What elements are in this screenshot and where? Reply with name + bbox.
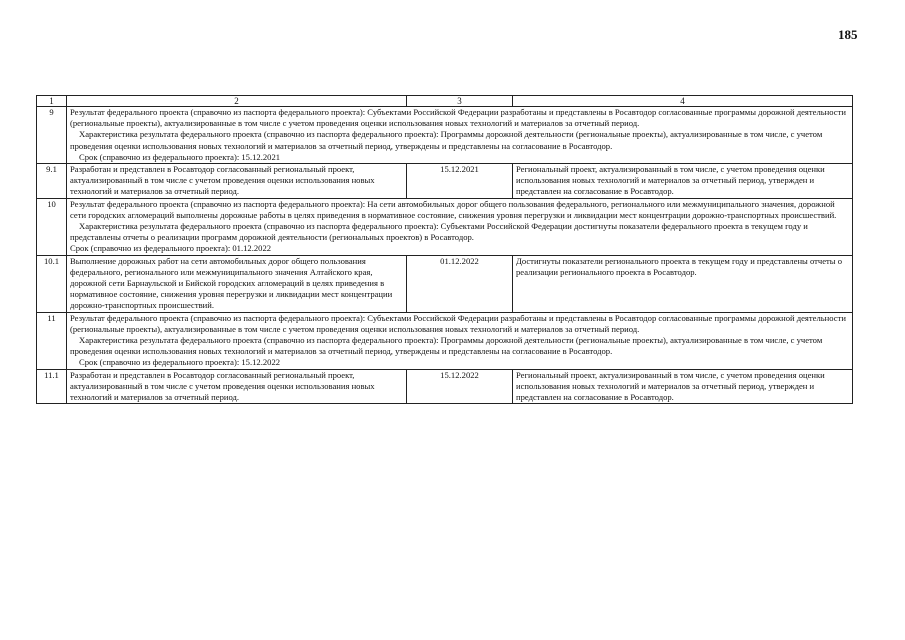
activity-text: Выполнение дорожных работ на сети автомобильных дорог общего пользования федерального, регионального или межмуниципального значения Алтайского края, дорожной сети Барнаульской и Бийской городских агломераций в целях приведения в нормативное состояние, снижения уровня перегрузки и ликвидации мест концентрации дорожно-транспортных происшествий.: [67, 255, 407, 312]
row-number: 9.1: [37, 164, 67, 199]
row-number: 10: [37, 198, 67, 255]
federal-result-cell: [67, 312, 853, 369]
outcome-text: Региональный проект, актуализированный в том числе, с учетом проведения оценки использования новых технологий и материалов за отчетный период, утвержден и представлен на согласование в Росавтодор.: [513, 164, 853, 199]
column-header: 3: [407, 96, 513, 107]
due-date: 15.12.2022: [407, 369, 513, 404]
row-number: 11: [37, 312, 67, 369]
deadline-text: Срок (справочно из федерального проекта): 01.12.2022: [70, 243, 272, 254]
due-date: 01.12.2022: [407, 255, 513, 312]
table-row: [37, 312, 853, 369]
table-header-row: [37, 96, 853, 107]
table-row: [37, 164, 853, 199]
row-number: 10.1: [37, 255, 67, 312]
activity-text: Разработан и представлен в Росавтодор согласованный региональный проект, актуализированный в том числе с учетом проведения оценки использования новых технологий и материалов за отчетный период.: [67, 164, 407, 199]
deadline-text: Срок (справочно из федерального проекта): 15.12.2021: [79, 151, 281, 162]
table-row: [37, 107, 853, 164]
column-header: 2: [67, 96, 407, 107]
result-characteristic-text: Характеристика результата федерального проекта (справочно из паспорта федерального проекта): Субъектами Российской Федерации достигнуты показатели федерального проекта в текущем году и представлены отчеты о реализации программ дорожной деятельности (региональных проектов) в Росавтодор.: [70, 221, 808, 243]
column-header: 1: [37, 96, 67, 107]
federal-result-text: Результат федерального проекта (справочно из паспорта федерального проекта): Субъектами Российской Федерации разработаны и представлены в Росавтодор согласованные программы дорожной деятельности (региональные проекты), актуализированные в том числе с учетом проведения оценки использования новых технологий и материалов за отчетный период.: [70, 312, 846, 334]
table-row: [37, 369, 853, 404]
column-header: 4: [513, 96, 853, 107]
federal-result-text: Результат федерального проекта (справочно из паспорта федерального проекта): Субъектами Российской Федерации разработаны и представлены в Росавтодор согласованные программы дорожной деятельности (региональные проекты), актуализированные в том числе с учетом проведения оценки использования новых технологий и материалов за отчетный период.: [70, 107, 846, 129]
row-number: 9: [37, 107, 67, 164]
outcome-text: Региональный проект, актуализированный в том числе, с учетом проведения оценки использования новых технологий и материалов за отчетный период, утвержден и представлен на согласование в Росавтодор.: [513, 369, 853, 404]
federal-result-text: Результат федерального проекта (справочно из паспорта федерального проекта): На сети автомобильных дорог общего пользования федерального, регионального или межмуниципального значения, дорожной сети городских агломераций выполнены дорожные работы в целях приведения в нормативное состояние, снижения уровня перегрузки и ликвидации мест концентрации дорожно-транспортных происшествий.: [70, 198, 837, 220]
federal-result-cell: [67, 107, 853, 164]
activity-table: [36, 95, 853, 404]
outcome-text: Достигнуты показатели регионального проекта в текущем году и представлены отчеты о реализации регионального проекта в Росавтодор.: [513, 255, 853, 312]
table-row: [37, 198, 853, 255]
due-date: 15.12.2021: [407, 164, 513, 199]
row-number: 11.1: [37, 369, 67, 404]
result-characteristic-text: Характеристика результата федерального проекта (справочно из паспорта федерального проекта): Программы дорожной деятельности (региональные проекты), актуализированные в том числе, с учетом проведения оценки использования новых технологий и материалов за отчетный период, утверждены и представлены на согласование в Росавтодор.: [70, 335, 823, 357]
federal-result-cell: [67, 198, 853, 255]
result-characteristic-text: Характеристика результата федерального проекта (справочно из паспорта федерального проекта): Программы дорожной деятельности (региональные проекты), актуализированные в том числе, с учетом проведения оценки использования новых технологий и материалов за отчетный период, утверждены и представлены на согласование в Росавтодор.: [70, 129, 823, 151]
table-row: [37, 255, 853, 312]
deadline-text: Срок (справочно из федерального проекта): 15.12.2022: [79, 357, 281, 368]
page-number: 185: [838, 27, 858, 42]
activity-text: Разработан и представлен в Росавтодор согласованный региональный проект, актуализированный в том числе с учетом проведения оценки использования новых технологий и материалов за отчетный период.: [67, 369, 407, 404]
